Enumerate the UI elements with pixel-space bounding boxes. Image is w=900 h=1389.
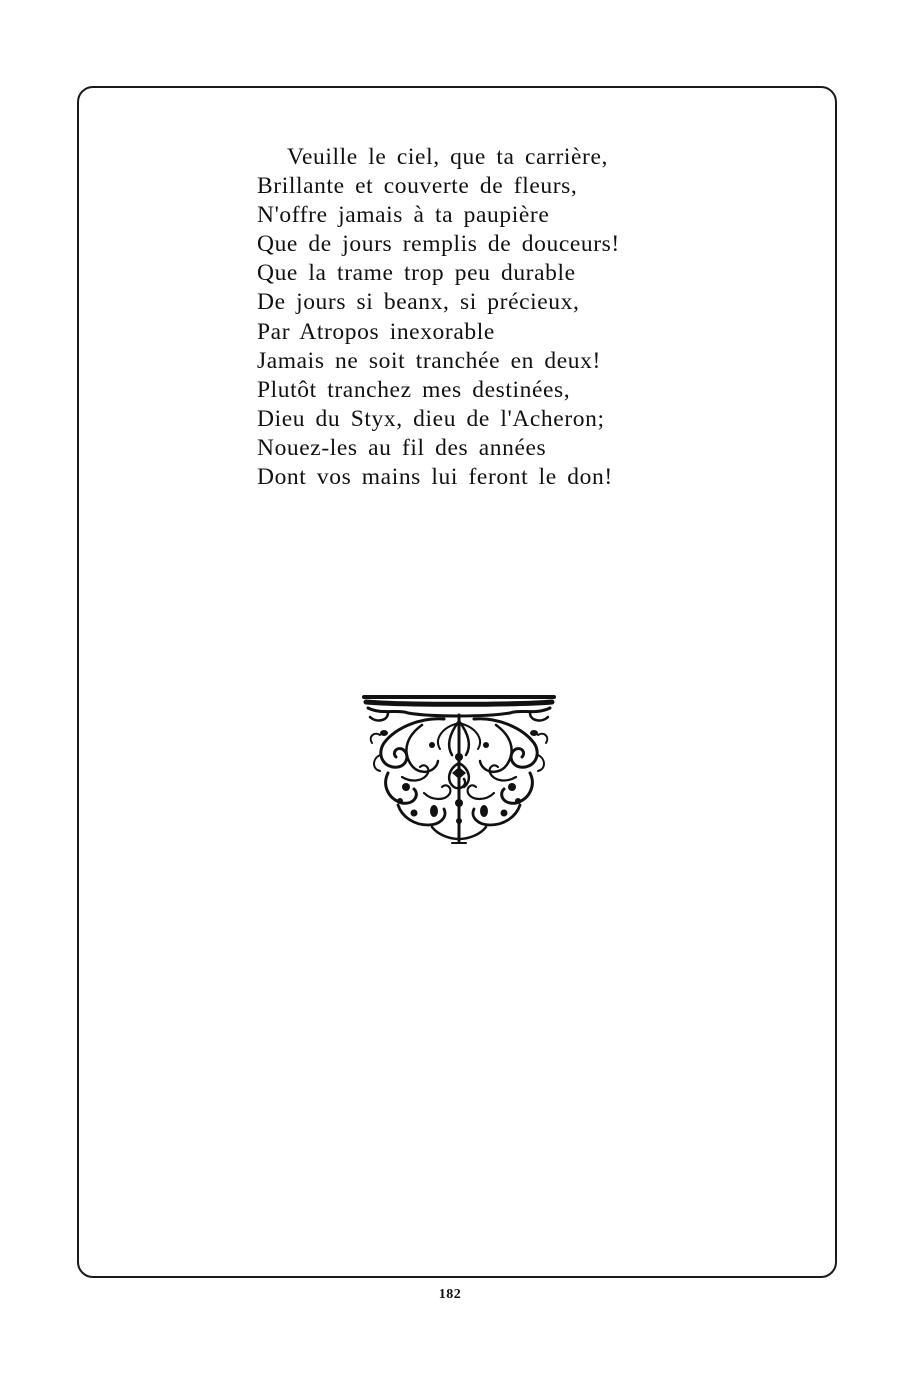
poem-line: Dieu du Styx, dieu de l'Acheron;: [257, 405, 605, 432]
poem-line: Brillante et couverte de fleurs,: [257, 173, 578, 200]
poem-line: N'offre jamais à ta paupière: [257, 202, 550, 229]
poem-line: Que de jours remplis de douceurs!: [257, 231, 620, 258]
floral-ornament-icon: [362, 693, 556, 847]
poem-line: Par Atropos inexorable: [257, 318, 495, 345]
poem-line: Dont vos mains lui feront le don!: [257, 464, 613, 491]
poem-line: Que la trame trop peu durable: [257, 260, 576, 287]
poem-stanza: [257, 143, 697, 492]
poem-line: De jours si beanx, si précieux,: [257, 289, 580, 316]
page-number: 182: [438, 1287, 462, 1302]
poem-line: Jamais ne soit tranchée en deux!: [257, 347, 601, 374]
poem-line: Nouez-les au fil des années: [257, 434, 547, 461]
poem-line: Plutôt tranchez mes destinées,: [257, 376, 571, 403]
poem-line: Veuille le ciel, que ta carrière,: [287, 144, 608, 170]
